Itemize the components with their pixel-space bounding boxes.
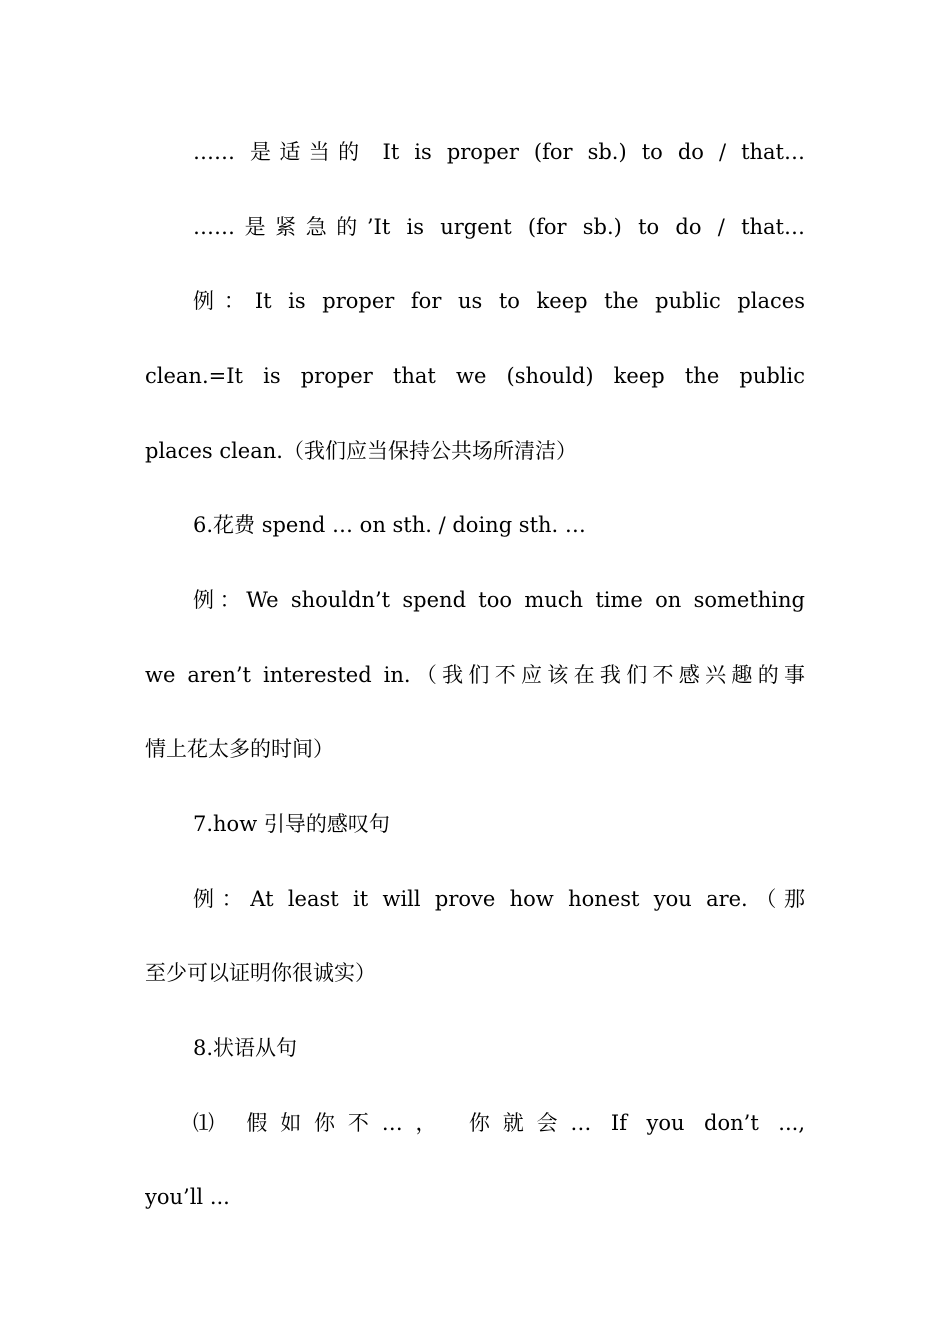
text-line-example-proper-cont: clean.=It is proper that we (should) keep the public [145, 364, 805, 388]
text-line-urgent: ……是紧急的’It is urgent (for sb.) to do / that… [193, 215, 805, 239]
text-line-proper: …… 是适当的 It is proper (for sb.) to do / that… [193, 140, 805, 164]
text-line-example-spend: 例：We shouldn’t spend too much time on something [193, 588, 805, 612]
section-heading-adverbial: 8.状语从句 [193, 1036, 298, 1060]
section-heading-how: 7.how 引导的感叹句 [193, 812, 390, 836]
section-heading-spend: 6.花费 spend … on sth. / doing sth. … [193, 513, 586, 537]
text-line-example-proper: 例：It is proper for us to keep the public places [193, 289, 805, 313]
text-line-if-clause: ⑴ 假如你不…， 你就会… If you don’t ..., [193, 1111, 805, 1135]
text-line-example-proper-end: places clean.（我们应当保持公共场所清洁） [145, 439, 577, 463]
text-line-if-clause-end: you’ll ... [145, 1185, 230, 1209]
text-line-example-spend-cont: we aren’t interested in.（我们不应该在我们不感兴趣的事 [145, 663, 805, 687]
text-line-example-spend-end: 情上花太多的时间） [145, 737, 334, 761]
text-line-example-how: 例：At least it will prove how honest you are.（那 [193, 887, 805, 911]
text-line-example-how-end: 至少可以证明你很诚实） [145, 961, 376, 985]
